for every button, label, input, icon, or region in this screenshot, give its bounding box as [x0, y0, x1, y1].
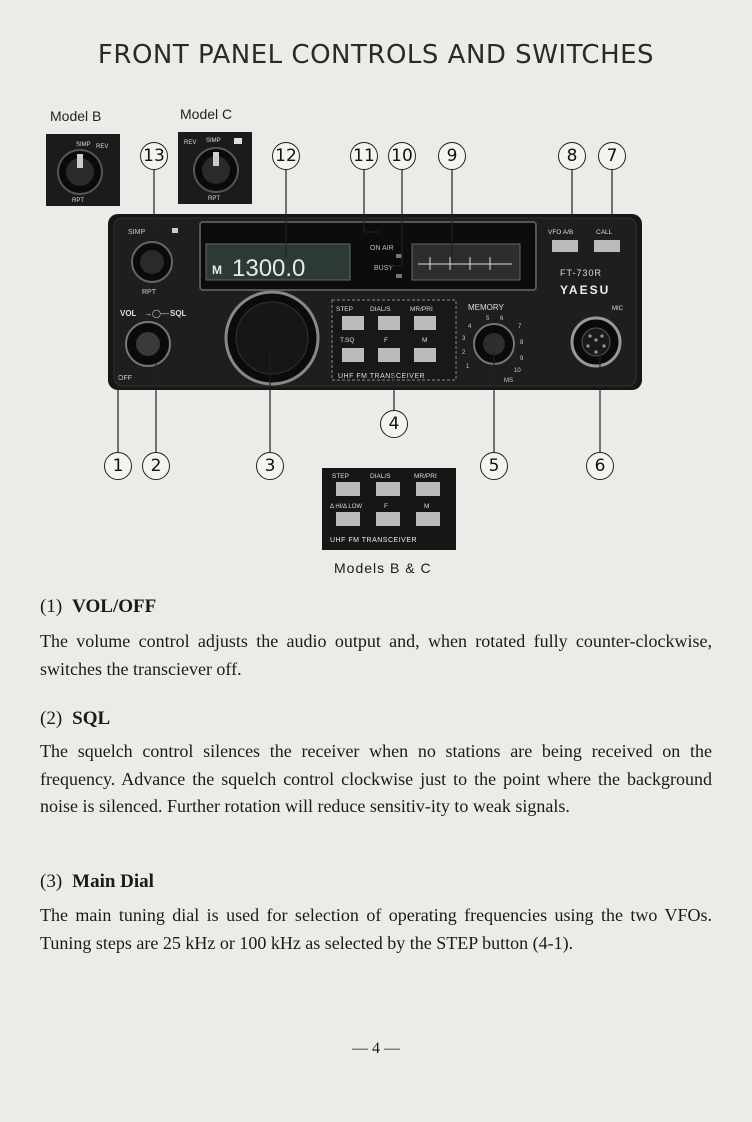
page-title: FRONT PANEL CONTROLS AND SWITCHES: [97, 40, 655, 70]
callout-8: 8: [558, 142, 586, 170]
panel-vol-label: VOL: [120, 309, 137, 318]
panel-freq: 1300.0: [232, 255, 306, 282]
inset-key-hilow: Δ HI/Δ LOW: [330, 504, 363, 510]
section-2-number: (2): [40, 708, 63, 729]
model-c-rev: REV: [184, 140, 197, 146]
panel-vfo-ab-label: VFO A/B: [548, 229, 574, 236]
model-c-simp: SIMP: [206, 138, 221, 144]
page-number: — 4 —: [352, 1040, 400, 1057]
panel-mem-d10: 10: [514, 368, 521, 374]
panel-mem-d8: 8: [520, 340, 524, 346]
panel-key-m: M: [422, 337, 428, 344]
section-3-title: Main Dial: [72, 871, 154, 892]
panel-mem-d7: 7: [518, 324, 522, 330]
panel-freq-mode: M: [212, 263, 222, 277]
section-2-heading: [40, 708, 110, 730]
callout-11: 11: [350, 142, 378, 170]
panel-off-label: OFF: [118, 375, 132, 382]
panel-call-label: CALL: [596, 229, 613, 236]
section-3-heading: [40, 871, 154, 893]
inset-key-dial: DIAL/S: [370, 473, 391, 480]
inset-uhf-label: UHF FM TRANSCEIVER: [330, 537, 418, 544]
callout-2: 2: [142, 452, 170, 480]
model-c-rpt: RPT: [208, 196, 220, 202]
panel-key-f: F: [384, 337, 388, 344]
panel-ms-label: MS: [504, 378, 513, 384]
section-1-number: (1): [40, 596, 63, 617]
model-c-label: Model C: [180, 106, 233, 122]
panel-mem-d2: 2: [462, 350, 466, 356]
inset-key-m: M: [424, 503, 430, 510]
panel-key-step: STEP: [336, 306, 353, 313]
panel-busy-label: BUSY: [374, 265, 394, 272]
section-2-title: SQL: [72, 708, 111, 729]
panel-key-mrpri: MR/PRI: [410, 306, 433, 313]
panel-brand-label: YAESU: [560, 283, 611, 297]
svg-text:→◯—: →◯—: [144, 309, 169, 318]
model-b-rev: REV: [96, 144, 109, 150]
panel-mem-d5: 5: [486, 316, 490, 322]
callout-leader-lines: [0, 0, 752, 500]
panel-mem-d6: 6: [500, 316, 504, 322]
callout-9: 9: [438, 142, 466, 170]
inset-key-f: F: [384, 503, 388, 510]
inset-key-step: STEP: [332, 473, 349, 480]
section-1-title: VOL/OFF: [72, 596, 157, 617]
section-3-number: (3): [40, 871, 63, 892]
section-2-text: The squelch control silences the receiver when no stations are being received on the frequency. Advance the squelch control clockwise just to the point where the background noise is silenced. Further rotation will reduce sensitiv-ity to weak signals.: [40, 741, 712, 816]
model-b-label: Model B: [50, 108, 102, 124]
model-b-simp: SIMP: [76, 142, 91, 148]
panel-key-tsq: T.SQ: [340, 337, 355, 344]
section-1-text: The volume control adjusts the audio output and, when rotated fully counter-clockwise, switches the transciever off.: [40, 631, 712, 679]
callout-5: 5: [480, 452, 508, 480]
inset-keypad-image: [322, 468, 456, 550]
panel-mem-d9: 9: [520, 356, 524, 362]
callout-1: 1: [104, 452, 132, 480]
model-b-rpt: RPT: [72, 198, 84, 204]
inset-key-mrpri: MR/PRI: [414, 473, 437, 480]
callout-10: 10: [388, 142, 416, 170]
panel-sql-label: SQL: [170, 309, 187, 318]
callout-4: 4: [380, 410, 408, 438]
panel-mem-d1: 1: [466, 364, 470, 370]
callout-13: 13: [140, 142, 168, 170]
section-3-text: The main tuning dial is used for selection of operating frequencies using the two VFOs. Tuning steps are 25 kHz or 100 kHz as selected by the STEP button (4-1).: [40, 905, 712, 953]
panel-mem-d3: 3: [462, 336, 466, 342]
figure-caption: Models B & C: [334, 560, 432, 576]
section-1-heading: [40, 596, 156, 618]
panel-mem-d4: 4: [468, 324, 472, 330]
panel-rpt-label: RPT: [142, 289, 156, 296]
callout-12: 12: [272, 142, 300, 170]
panel-uhf-label: UHF FM TRANSCEIVER: [338, 373, 426, 380]
panel-model-label: FT-730R: [560, 268, 603, 278]
callout-6: 6: [586, 452, 614, 480]
panel-key-dial: DIAL/S: [370, 306, 391, 313]
panel-simp-label: SIMP: [128, 229, 146, 236]
panel-mic-label: MIC: [612, 306, 623, 312]
panel-memory-label: MEMORY: [468, 303, 504, 312]
callout-3: 3: [256, 452, 284, 480]
panel-on-air-label: ON AIR: [370, 245, 394, 252]
callout-7: 7: [598, 142, 626, 170]
